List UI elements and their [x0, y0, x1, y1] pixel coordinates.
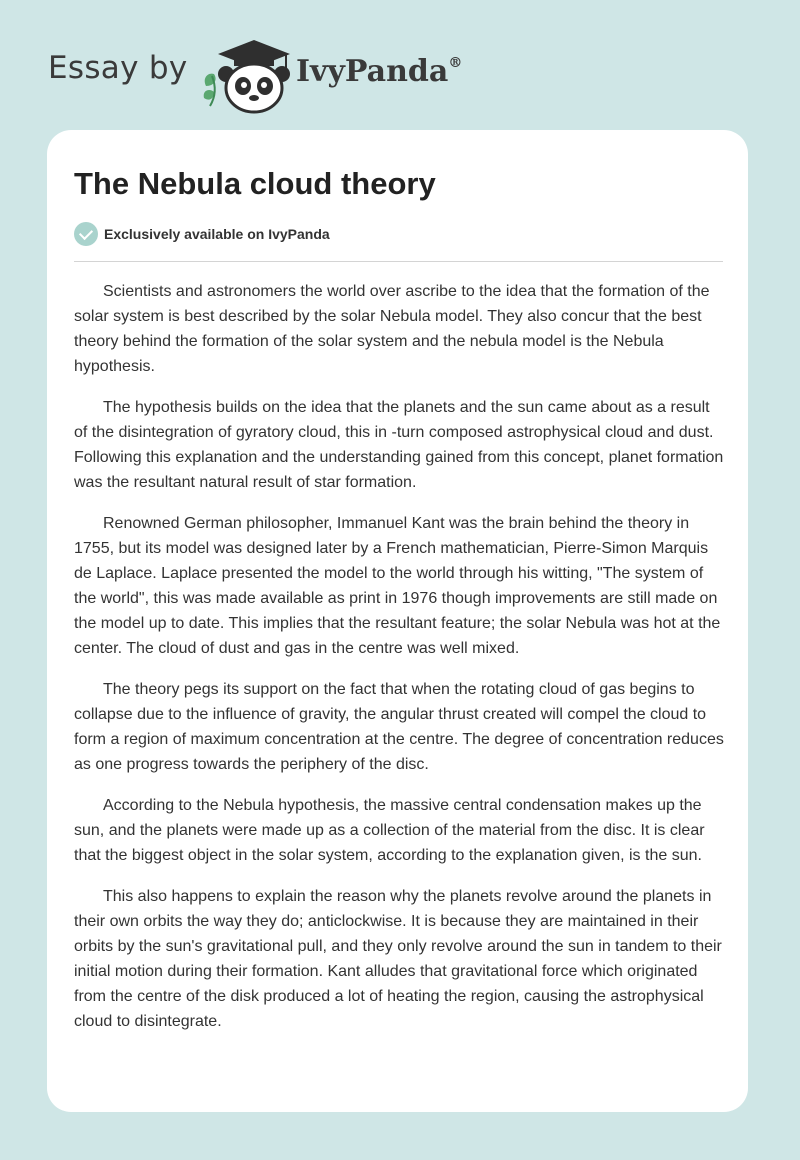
article-body — [74, 279, 724, 1050]
exclusive-badge — [74, 221, 330, 247]
paragraph: The hypothesis builds on the idea that the planets and the sun came about as a result of the disintegration of gyratory cloud, this in -turn composed astrophysical cloud and dust. Following this explanation and the understanding gained from this concept, planet formation was the resultant natural result of star formation. — [74, 399, 724, 491]
brand-prefix: Essay by — [48, 50, 188, 86]
paragraph: According to the Nebula hypothesis, the massive central condensation makes up the sun, and the planets were made up as a collection of the material from the disc. It is clear that the biggest object in the solar system, according to the explanation given, is the sun. — [74, 797, 705, 864]
brand-name: IvyPanda® — [296, 54, 463, 89]
check-icon — [74, 222, 98, 246]
paragraph: The theory pegs its support on the fact that when the rotating cloud of gas begins to collapse due to the influence of gravity, the angular thrust created will compel the cloud to form a region of maximum concentration at the centre. The degree of concentration reduces as one progress towards the periphery of the disc. — [74, 681, 724, 773]
exclusive-badge-label: Exclusively available on IvyPanda — [104, 226, 330, 242]
paragraph: Renowned German philosopher, Immanuel Kant was the brain behind the theory in 1755, but its model was designed later by a French mathematician, Pierre-Simon Marquis de Laplace. Laplace presented the model to the world through his witting, "The system of the world", this was made available as print in 1976 though improvements are still made on the model up to date. This implies that the resultant feature; the solar Nebula was hot at the center. The cloud of dust and gas in the centre was well mixed. — [74, 515, 721, 657]
article-card — [47, 130, 748, 1112]
trademark-symbol: ® — [448, 55, 463, 71]
brand-header[interactable] — [48, 34, 548, 114]
article-title: The Nebula cloud theory — [74, 166, 436, 201]
panda-logo-icon — [200, 34, 292, 114]
divider — [74, 261, 723, 262]
paragraph: This also happens to explain the reason why the planets revolve around the planets in their own orbits the way they do; anticlockwise. It is because they are maintained in their orbits by the sun's gravitational pull, and they only revolve around the sun in tandem to their initial motion during their formation. Kant alludes that gravitational force which originated from the centre of the disk produced a lot of heating the region, causing the astrophysical cloud to disintegrate. — [74, 888, 722, 1030]
paragraph: Scientists and astronomers the world over ascribe to the idea that the formation of the solar system is best described by the solar Nebula model. They also concur that the best theory behind the formation of the solar system and the nebula model is the Nebula hypothesis. — [74, 283, 710, 375]
